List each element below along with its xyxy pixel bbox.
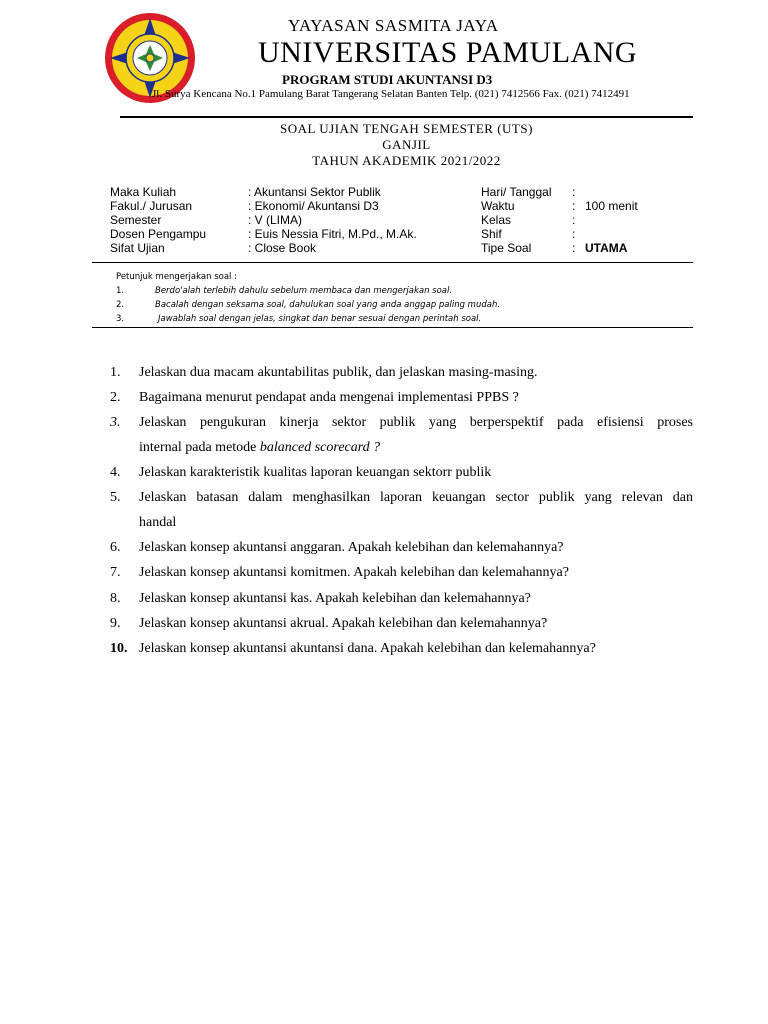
question-text: Jelaskan konsep akuntansi kas. Apakah kelebihan dan kelemahannya? [139, 591, 531, 606]
question-text: Jelaskan dua macam akuntabilitas publik, dan jelaskan masing-masing. [139, 365, 538, 380]
info-value-lecturer: : Euis Nessia Fitri, M.Pd., M.Ak. [248, 227, 417, 241]
info-value-faculty: : Ekonomi/ Akuntansi D3 [248, 199, 379, 213]
info-label-date: Hari/ Tanggal [481, 185, 552, 199]
info-label-course: Maka Kuliah [110, 185, 177, 199]
info-colon-question-type: : [572, 241, 576, 255]
instruction-number: 2. [116, 300, 125, 310]
info-label-class: Kelas [481, 213, 512, 227]
question-number: 6. [110, 540, 121, 555]
info-label-question-type: Tipe Soal [481, 241, 532, 255]
info-label-time: Waktu [481, 199, 515, 213]
info-value-time: 100 menit [585, 199, 638, 213]
info-colon-shift: : [572, 227, 576, 241]
university-address: Jl. Surya Kencana No.1 Pamulang Barat Tangerang Selatan Banten Telp. (021) 7412566 Fax. (021) 7412491 [152, 88, 630, 100]
info-value-course: : Akuntansi Sektor Publik [248, 185, 381, 199]
instruction-number: 3. [116, 314, 125, 324]
question-text: Jelaskan karakteristik kualitas laporan keuangan sektorr publik [139, 465, 492, 480]
question-text: Bagaimana menurut pendapat anda mengenai implementasi PPBS ? [139, 390, 519, 405]
question-number: 10. [110, 641, 128, 656]
program-name: PROGRAM STUDI AKUNTANSI D3 [282, 72, 493, 87]
question-text-continued: handal [139, 515, 177, 530]
info-value-question-type: UTAMA [585, 241, 628, 255]
info-label-exam-type: Sifat Ujian [110, 241, 165, 255]
question-number: 2. [110, 390, 121, 405]
exam-title: SOAL UJIAN TENGAH SEMESTER (UTS) [280, 121, 533, 136]
info-label-faculty: Fakul./ Jurusan [110, 199, 193, 213]
header-divider [120, 116, 693, 118]
instruction-text: Bacalah dengan seksama soal, dahulukan soal yang anda anggap paling mudah. [155, 300, 501, 310]
question-text: Jelaskan konsep akuntansi komitmen. Apakah kelebihan dan kelemahannya? [139, 565, 569, 580]
question-text: Jelaskan konsep akuntansi akrual. Apakah kelebihan dan kelemahannya? [139, 616, 548, 631]
question-text-part: internal pada metode [139, 440, 260, 455]
question-text: Jelaskan konsep akuntansi anggaran. Apakah kelebihan dan kelemahannya? [139, 540, 564, 555]
info-label-semester: Semester [110, 213, 162, 227]
university-name: UNIVERSITAS PAMULANG [258, 36, 638, 69]
info-label-shift: Shif [481, 227, 502, 241]
info-colon-class: : [572, 213, 576, 227]
info-colon-time: : [572, 199, 576, 213]
question-text: Jelaskan batasan dalam menghasilkan laporan keuangan sector publik yang relevan dan [139, 490, 693, 505]
info-colon-date: : [572, 185, 576, 199]
question-number: 9. [110, 616, 121, 631]
question-text: Jelaskan konsep akuntansi akuntansi dana. Apakah kelebihan dan kelemahannya? [139, 641, 596, 656]
question-text: Jelaskan pengukuran kinerja sektor publik yang berperspektif pada efisiensi proses [139, 415, 693, 430]
question-number: 1. [110, 365, 121, 380]
question-text-italic: balanced scorecard ? [259, 440, 381, 455]
question-text-continued [139, 440, 380, 456]
question-number: 4. [110, 465, 121, 480]
exam-semester: GANJIL [382, 137, 431, 152]
question-number: 7. [110, 565, 121, 580]
instructions-title: Petunjuk mengerjakan soal : [116, 272, 237, 282]
instruction-text: Jawablah soal dengan jelas, singkat dan benar sesuai dengan perintah soal. [158, 314, 482, 324]
info-label-lecturer: Dosen Pengampu [110, 227, 207, 241]
instruction-text: Berdo'alah terlebih dahulu sebelum membaca dan mengerjakan soal. [155, 286, 453, 296]
academic-year: TAHUN AKADEMIK 2021/2022 [312, 153, 501, 168]
foundation-name: YAYASAN SASMITA JAYA [288, 16, 499, 35]
question-number: 5. [110, 490, 121, 505]
instruction-number: 1. [116, 286, 125, 296]
info-value-exam-type: : Close Book [248, 241, 317, 255]
question-number: 3. [110, 415, 121, 430]
info-value-semester: : V (LIMA) [248, 213, 303, 227]
question-number: 8. [110, 591, 121, 606]
